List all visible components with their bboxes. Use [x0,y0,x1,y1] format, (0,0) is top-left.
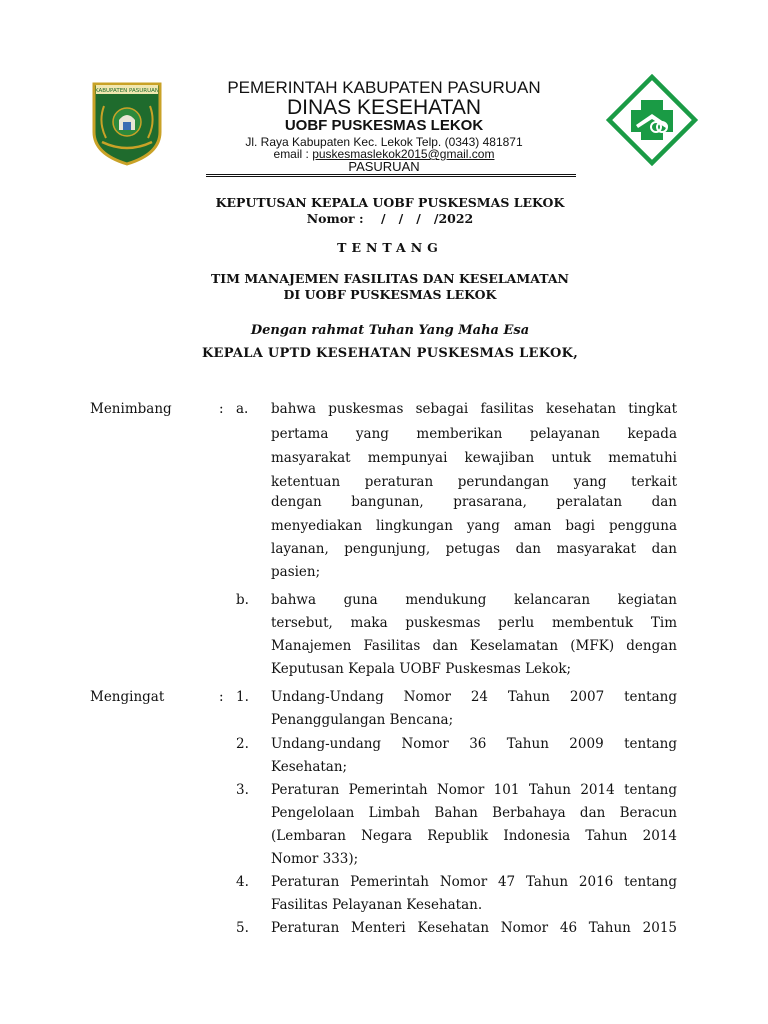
menimbang-a-line: masyarakat mempunyai kewajiban untuk mematuhi [271,450,677,466]
mengingat-item-num: 4. [236,874,249,890]
menimbang-label: Menimbang [90,401,172,417]
letterhead-government: PEMERINTAH KABUPATEN PASURUAN [227,78,541,97]
decree-blessing: Dengan rahmat Tuhan Yang Maha Esa [250,323,530,338]
menimbang-colon: : [219,401,224,417]
menimbang-a-line: dengan bangunan, prasarana, peralatan dan [271,494,677,510]
mengingat-item-num: 1. [236,689,249,705]
letterhead-institution: UOBF PUSKESMAS LEKOK [284,117,484,134]
menimbang-b-num: b. [236,592,249,608]
menimbang-b-line: Manajemen Fasilitas dan Keselamatan (MFK) dengan [271,638,677,654]
mengingat-colon: : [219,689,224,705]
menimbang-a-line: bahwa puskesmas sebagai fasilitas kesehatan tingkat [271,401,677,417]
mengingat-item-line: Pengelolaan Limbah Bahan Berbahaya dan Beracun [271,805,677,821]
mengingat-label: Mengingat [90,689,165,705]
decree-subject-line2: DI UOBF PUSKESMAS LEKOK [283,287,497,302]
menimbang-a-line: ketentuan peraturan perundangan yang terkait [271,474,677,490]
decree-title: KEPUTUSAN KEPALA UOBF PUSKESMAS LEKOK [215,195,565,210]
letterhead-rule [206,174,576,175]
mengingat-item-line: Nomor 333); [271,851,359,867]
decree-authority: KEPALA UPTD KESEHATAN PUSKESMAS LEKOK, [201,346,579,361]
mengingat-item-line: Fasilitas Pelayanan Kesehatan. [271,897,483,913]
menimbang-b-line: tersebut, maka puskesmas perlu membentuk Tim [271,615,677,631]
decree-number: Nomor : / / / /2022 [306,211,474,226]
mengingat-item-line: Penanggulangan Bencana; [271,712,454,728]
mengingat-item-num: 3. [236,782,249,798]
mengingat-item-line: Undang-Undang Nomor 24 Tahun 2007 tentang [271,689,677,705]
mengingat-item-num: 5. [236,920,249,936]
letterhead-address: Jl. Raya Kabupaten Kec. Lekok Telp. (0343) 481871 [245,135,523,149]
emblem-text: KABUPATEN PASURUAN [94,88,160,94]
menimbang-a-line: pertama yang memberikan pelayanan kepada [271,426,677,442]
menimbang-a-line: menyediakan lingkungan yang aman bagi pengguna [271,518,677,534]
decree-subject-line1: TIM MANAJEMEN FASILITAS DAN KESELAMATAN [211,271,569,286]
mengingat-item-line: Kesehatan; [271,759,348,775]
menimbang-a-line: pasien; [271,564,321,580]
mengingat-item-line: (Lembaran Negara Republik Indonesia Tahun 2014 [271,828,677,844]
letterhead-agency: DINAS KESEHATAN [286,96,482,119]
decree-tentang: TENTANG [337,240,443,255]
menimbang-a-num: a. [236,401,249,417]
mengingat-item-line: Peraturan Pemerintah Nomor 101 Tahun 2014 tentang [271,782,677,798]
email-label: email : [273,147,313,161]
letterhead-city: PASURUAN [348,159,420,174]
menimbang-b-line: bahwa guna mendukung kelancaran kegiatan [271,592,677,608]
mengingat-item-line: Undang-undang Nomor 36 Tahun 2009 tentang [271,736,677,752]
letterhead-rule-double [206,176,576,177]
mengingat-item-line: Peraturan Pemerintah Nomor 47 Tahun 2016 tentang [271,874,677,890]
email-link[interactable]: puskesmaslekok2015@gmail.com [312,147,495,161]
menimbang-a-line: layanan, pengunjung, petugas dan masyarakat dan [271,541,677,557]
mengingat-item-num: 2. [236,736,249,752]
menimbang-b-line: Keputusan Kepala UOBF Puskesmas Lekok; [271,661,572,677]
mengingat-item-line: Peraturan Menteri Kesehatan Nomor 46 Tahun 2015 [271,920,677,936]
